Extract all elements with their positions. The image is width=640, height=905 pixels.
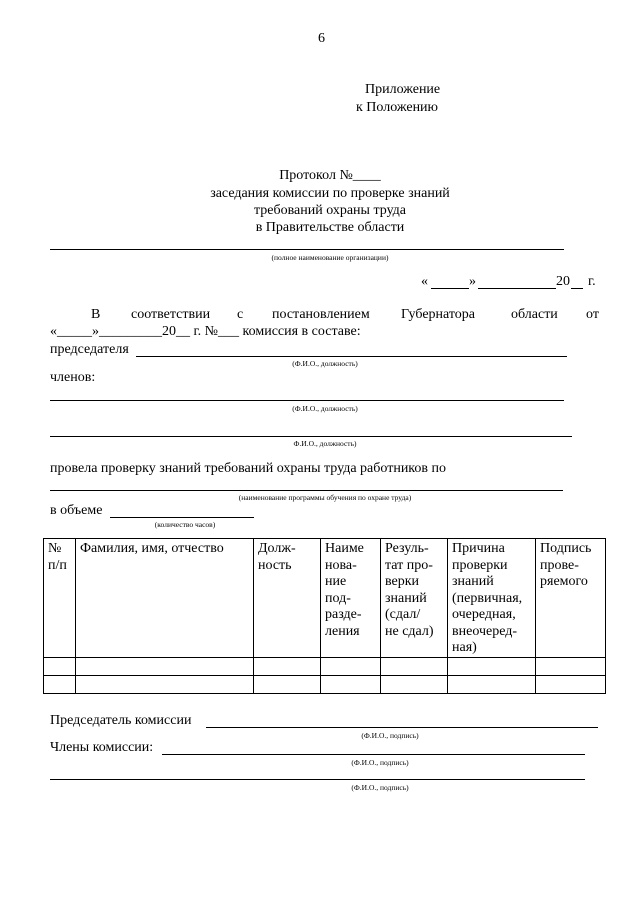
table-cell <box>381 658 448 676</box>
table-cell <box>321 658 381 676</box>
intro-word-6: области <box>511 307 558 322</box>
table-cell <box>536 676 606 694</box>
appendix-line-1: Приложение <box>365 82 441 97</box>
intro-word-5: Губернатора <box>401 307 476 322</box>
member-caption-1: (Ф.И.О., должность) <box>292 404 358 413</box>
intro-word-1: В <box>91 307 101 322</box>
chairman-line <box>136 356 567 357</box>
title-protocol: Протокол №____ <box>279 168 381 183</box>
header-signature: Подпись прове- ряемого <box>536 539 606 658</box>
member-line-1 <box>50 400 564 401</box>
header-reason: Причина проверки знаний (первичная, очередная, внеочеред- ная) <box>448 539 536 658</box>
table-cell <box>254 658 321 676</box>
program-caption: (наименование программы обучения по охране труда) <box>238 493 412 502</box>
member-caption-2: Ф.И.О., должность) <box>293 439 357 448</box>
organization-name-line <box>50 249 564 250</box>
footer-chairman-caption: (Ф.И.О., подпись) <box>361 731 419 740</box>
chairman-label: председателя <box>50 342 129 357</box>
title-line-2: заседания комиссии по проверке знаний <box>210 186 450 201</box>
header-full-name: Фамилия, имя, отчество <box>76 539 254 658</box>
header-result: Резуль- тат про- верки знаний (сдал/ не сдал) <box>381 539 448 658</box>
table-cell <box>381 676 448 694</box>
footer-member-line-1 <box>162 754 585 755</box>
table-cell <box>44 658 76 676</box>
results-table <box>43 538 606 694</box>
table-cell <box>448 676 536 694</box>
footer-member-line-2 <box>50 779 585 780</box>
table-cell <box>76 676 254 694</box>
intro-word-7: от <box>586 307 599 322</box>
date-suffix: г. <box>588 274 596 289</box>
members-label: членов: <box>50 370 96 385</box>
intro-word-4: постановлением <box>272 307 370 322</box>
date-year: 20 <box>556 274 570 289</box>
hours-caption: (количество часов) <box>154 520 216 529</box>
header-number: № п/п <box>44 539 76 658</box>
table-cell <box>76 658 254 676</box>
table-header-row <box>44 539 606 658</box>
date-open-quote: « <box>421 274 428 289</box>
footer-chairman-label: Председатель комиссии <box>50 713 192 728</box>
organization-caption: (полное наименование организации) <box>271 253 389 262</box>
table-cell <box>536 658 606 676</box>
footer-members-caption: (Ф.И.О., подпись) <box>351 758 409 767</box>
date-year-line <box>571 288 583 289</box>
intro-word-2: соответствии <box>131 307 211 322</box>
appendix-line-2: к Положению <box>356 100 439 115</box>
header-department: Наиме нова- ние под- разде- ления <box>321 539 381 658</box>
table-row <box>44 676 606 694</box>
volume-label: в объеме <box>50 503 103 518</box>
table-cell <box>448 658 536 676</box>
date-day-line <box>431 288 469 289</box>
program-line <box>50 490 563 491</box>
table-cell <box>44 676 76 694</box>
intro-line-2: «_____»_________20__ г. №___ комиссия в составе: <box>50 324 361 339</box>
header-position: Долж- ность <box>254 539 321 658</box>
page-number: 6 <box>318 31 325 46</box>
chairman-caption: (Ф.И.О., должность) <box>292 359 358 368</box>
title-line-3: требований охраны труда <box>253 203 407 218</box>
date-close-quote: » <box>469 274 476 289</box>
footer-chairman-line <box>206 727 598 728</box>
intro-word-3: с <box>237 307 244 322</box>
title-line-4: в Правительстве области <box>255 220 405 235</box>
footer-members-label: Члены комиссии: <box>50 740 154 755</box>
volume-line <box>110 517 254 518</box>
footer-member2-caption: (Ф.И.О., подпись) <box>351 783 409 792</box>
check-text: провела проверку знаний требований охраны труда работников по <box>50 461 446 476</box>
table-cell <box>321 676 381 694</box>
table-row <box>44 658 606 676</box>
date-month-line <box>478 288 556 289</box>
table-cell <box>254 676 321 694</box>
member-line-2 <box>50 436 572 437</box>
